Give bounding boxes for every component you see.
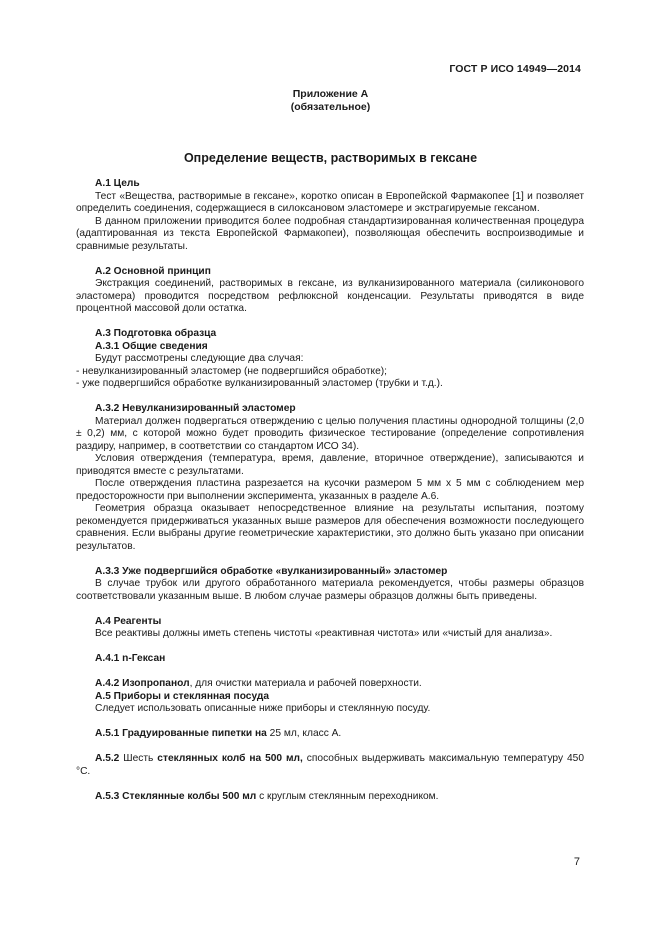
paragraph [76, 728, 584, 741]
text-run: , для очистки материала и рабочей поверхности. [189, 678, 422, 689]
text-run: способных выдерживать максимальную температуру 450 °С. [76, 753, 584, 777]
paragraph: В данном приложении приводится более подробная стандартизированная количественная процедура (адаптированная из текста Европейской Фармакопеи), позволяющая обеспечить воспроизводимые и сравнимые результаты. [76, 215, 584, 252]
bold-run: стеклянных колб на 500 мл, [157, 753, 303, 764]
page-number: 7 [573, 856, 580, 868]
subsection-label: А.5.1 Градуированные пипетки на [95, 728, 267, 739]
paragraph: Все реактивы должны иметь степень чистоты «реактивная чистота» или «чистый для анализа». [95, 628, 553, 639]
paragraph: Будут рассмотрены следующие два случая: [95, 353, 304, 364]
paragraph [76, 753, 584, 778]
subsection-label: А.5.3 Стеклянные колбы 500 мл [95, 790, 257, 802]
section-heading: А.3 Подготовка образца [95, 328, 217, 339]
paragraph: После отверждения пластина разрезается на кусочки размером 5 мм х 5 мм с соблюдением мер предосторожности при выполнении эксперимента, указанных в разделе А.6. [76, 478, 584, 502]
paragraph: Условия отверждения (температура, время, давление, вторичное отверждение), записываются и приводятся вместе с результатами. [76, 453, 584, 477]
main-title: Определение веществ, растворимых в гексане [183, 151, 478, 165]
paragraph: Тест «Вещества, растворимые в гексане», коротко описан в Европейской Фармакопее [1] и позволяет определить соединения, содержащиеся в силоксановом эластомере и экстрагируемые гексаном. [76, 190, 584, 214]
list-item: - уже подвергшийся обработке вулканизированный эластомер (трубки и т.д.). [76, 378, 443, 389]
section-heading: А.1 Цель [95, 178, 140, 189]
text-run: 25 мл, класс А. [266, 728, 342, 739]
subsection-heading: А.3.2 Невулканизированный эластомер [95, 403, 296, 414]
section-heading: А.4 Реагенты [95, 615, 162, 627]
text-run: Шесть [119, 753, 158, 764]
paragraph: Геометрия образца оказывает непосредственное влияние на результаты испытания, поэтому рекомендуется придерживаться указанных выше размеров для обеспечения возможности последующего сравнения. Если выбраны другие геометрические характеристики, это должно быть указано при описании результатов. [76, 503, 584, 552]
section-heading: А.5 Приборы и стеклянная посуда [95, 690, 270, 702]
text-run: с круглым стеклянным переходником. [256, 790, 439, 802]
subsection-label: А.4.2 Изопропанол [95, 678, 190, 689]
section-heading: А.2 Основной принцип [95, 265, 211, 277]
paragraph: В случае трубок или другого обработанного материала рекомендуется, чтобы размеры образцов соответствовали указанным выше. В любом случае размеры образцов должны быть приведены. [76, 578, 584, 602]
document-body [76, 178, 584, 803]
appendix-status: (обязательное) [290, 101, 371, 113]
appendix-title: Приложение А [292, 88, 369, 100]
subsection-label: А.5.2 [95, 753, 120, 764]
paragraph: Экстракция соединений, растворимых в гексане, из вулканизированного материала (силиконового эластомера) проводится посредством рефлюксной конденсации. Результаты приводятся в виде процентной массовой доли остатка. [76, 278, 584, 314]
paragraph: Материал должен подвергаться отверждению с целью получения пластины однородной толщины (2,0 ± 0,2) мм, с которой можно будет проводить физическое тестирование (определение сопротивления раздиру, например, в соответствии со стандартом ИСО 34). [76, 415, 584, 452]
paragraph [76, 791, 584, 804]
subsection-heading: А.3.1 Общие сведения [95, 340, 208, 352]
paragraph: Следует использовать описанные ниже приборы и стеклянную посуду. [95, 703, 431, 714]
paragraph [76, 678, 584, 691]
document-id: ГОСТ Р ИСО 14949—2014 [449, 63, 581, 75]
subsection-heading: А.4.1 n-Гексан [95, 653, 166, 664]
subsection-heading: А.3.3 Уже подвергшийся обработке «вулканизированный» эластомер [95, 565, 448, 577]
appendix-heading [0, 88, 661, 114]
list-item: - невулканизированный эластомер (не подвергшийся обработке); [76, 365, 387, 377]
